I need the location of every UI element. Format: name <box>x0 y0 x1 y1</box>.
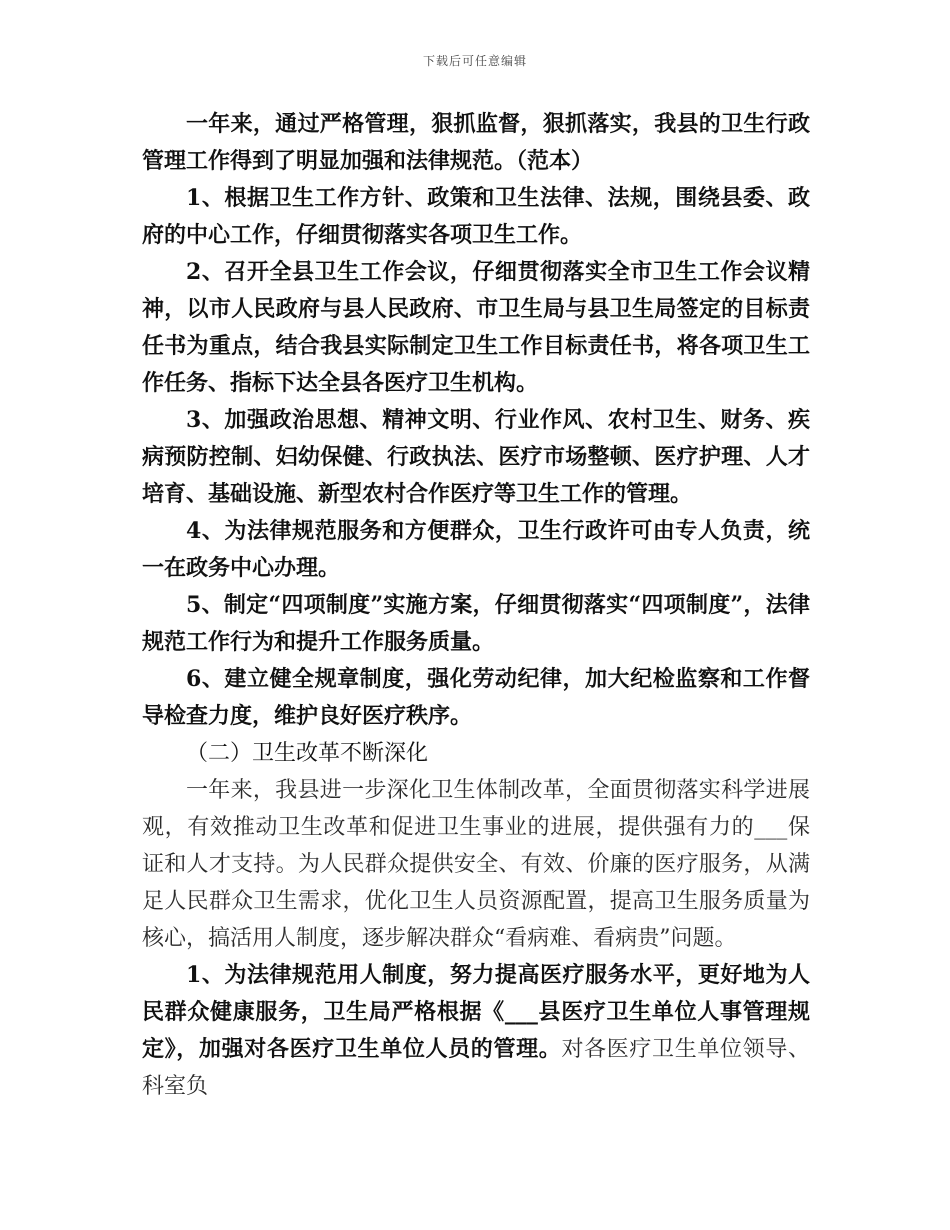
section-item-1-paragraph <box>142 957 810 1105</box>
section-heading: （二）卫生改革不断深化 <box>186 741 429 766</box>
document-body <box>142 106 810 1105</box>
page-header: 下载后可任意编辑 <box>422 54 527 68</box>
paragraph-item-3: 3、加强政治思想、精神文明、行业作风、农村卫生、财务、疾病预防控制、妇幼保健、行政执法、医疗市场整顿、医疗护理、人才培育、基础设施、新型农村合作医疗等卫生工作的管理。 <box>142 407 810 507</box>
section-item-1-bold-text: 1、为法律规范用人制度，努力提高医疗服务水平，更好地为人民群众健康服务，卫生局严格根据《___县医疗卫生单位人事管理规定》，加强对各医疗卫生单位人员的管理。 <box>142 962 810 1062</box>
paragraph-item-1: 1、根据卫生工作方针、政策和卫生法律、法规，围绕县委、政府的中心工作，仔细贯彻落实各项卫生工作。 <box>142 185 810 248</box>
paragraph-item-4: 4、为法律规范服务和方便群众，卫生行政许可由专人负责，统一在政务中心办理。 <box>142 518 810 581</box>
paragraph-item-2: 2、召开全县卫生工作会议，仔细贯彻落实全市卫生工作会议精神，以市人民政府与县人民政府、市卫生局与县卫生局签定的目标责任书为重点，结合我县实际制定卫生工作目标责任书，将各项卫生工作任务、指标下达全县各医疗卫生机构。 <box>142 259 810 396</box>
paragraph-item-5: 5、制定“四项制度”实施方案，仔细贯彻落实“四项制度”，法律规范工作行为和提升工作服务质量。 <box>142 592 810 655</box>
section-intro-paragraph: 一年来，我县进一步深化卫生体制改革，全面贯彻落实科学进展观，有效推动卫生改革和促进卫生事业的进展，提供强有力的___保证和人才支持。为人民群众提供安全、有效、价廉的医疗服务，从满足人民群众卫生需求，优化卫生人员资源配置，提高卫生服务质量为核心，搞活用人制度，逐步解决群众“看病难、看病贵”问题。 <box>142 778 810 951</box>
paragraph-intro: 一年来，通过严格管理，狠抓监督，狠抓落实，我县的卫生行政管理工作得到了明显加强和法律规范。（范本） <box>142 111 810 174</box>
paragraph-item-6: 6、建立健全规章制度，强化劳动纪律，加大纪检监察和工作督导检查力度，维护良好医疗秩序。 <box>142 666 810 729</box>
section-item-1-rest-text: 对各医疗卫生单位领导、科室负 <box>142 1037 810 1099</box>
